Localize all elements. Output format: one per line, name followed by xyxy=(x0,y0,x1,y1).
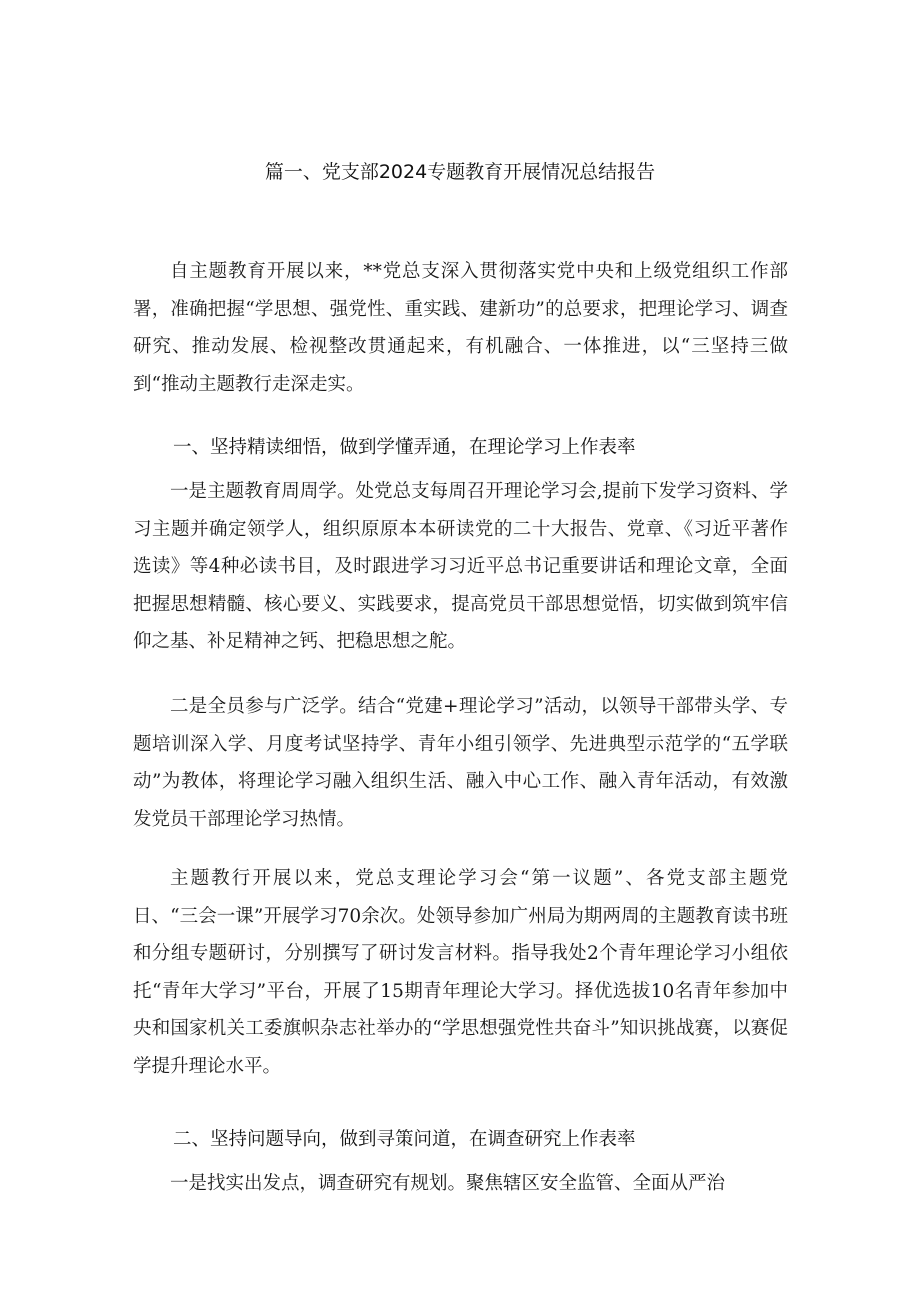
intro-paragraph: 自主题教育开展以来，**党总支深入贯彻落实党中央和上级党组织工作部署，准确把握“学思想、强党性、重实践、建新功”的总要求，把理论学习、调查研究、推动发展、检视整改贯通起来，有机融合、一体推进，以“三坚持三做到“推动主题教行走深走实。 xyxy=(133,261,788,395)
section-2-paragraph-1: 一是找实出发点，调查研究有规划。聚焦辖区安全监管、全面从严治 xyxy=(170,1173,726,1194)
section-1-paragraph-3: 主题教行开展以来，党总支理论学习会“第一议题”、各党支部主题党日、“三会一课”开展学习70余次。处领导参加广州局为期两周的主题教育读书班和分组专题研讨，分别撰写了研讨发言材料。指导我处2个青年理论学习小组依托“青年大学习”平台，开展了15期青年理论大学习。择优选拔10名青年参加中央和国家机关工委旗帜杂志社举办的“学思想强党性共奋斗”知识挑战赛，以赛促学提升理论水平。 xyxy=(133,868,788,1077)
section-1-paragraph-1: 一是主题教育周周学。处党总支每周召开理论学习会,提前下发学习资料、学习主题并确定领学人，组织原原本本研读党的二十大报告、党章、《习近平著作选读》等4种必读书目，及时跟进学习习近平总书记重要讲话和理论文章，全面把握思想精髓、核心要义、实践要求，提高党员干部思想觉悟，切实做到筑牢信仰之基、补足精神之钙、把稳思想之舵。 xyxy=(133,481,788,653)
document-title: 篇一、党支部2024专题教育开展情况总结报告 xyxy=(264,161,656,183)
section-1-heading: 一、坚持精读细悟，做到学懂弄通，在理论学习上作表率 xyxy=(173,437,636,458)
section-1-paragraph-2: 二是全员参与广泛学。结合“党建+理论学习”活动，以领导干部带头学、专题培训深入学、月度考试坚持学、青年小组引领学、先进典型示范学的“五学联动”为教体，将理论学习融入组织生活、融入中心工作、融入青年活动，有效激发党员干部理论学习热情。 xyxy=(133,696,788,830)
section-2-heading: 二、坚持问题导向，做到寻策问道，在调查研究上作表率 xyxy=(173,1129,636,1150)
